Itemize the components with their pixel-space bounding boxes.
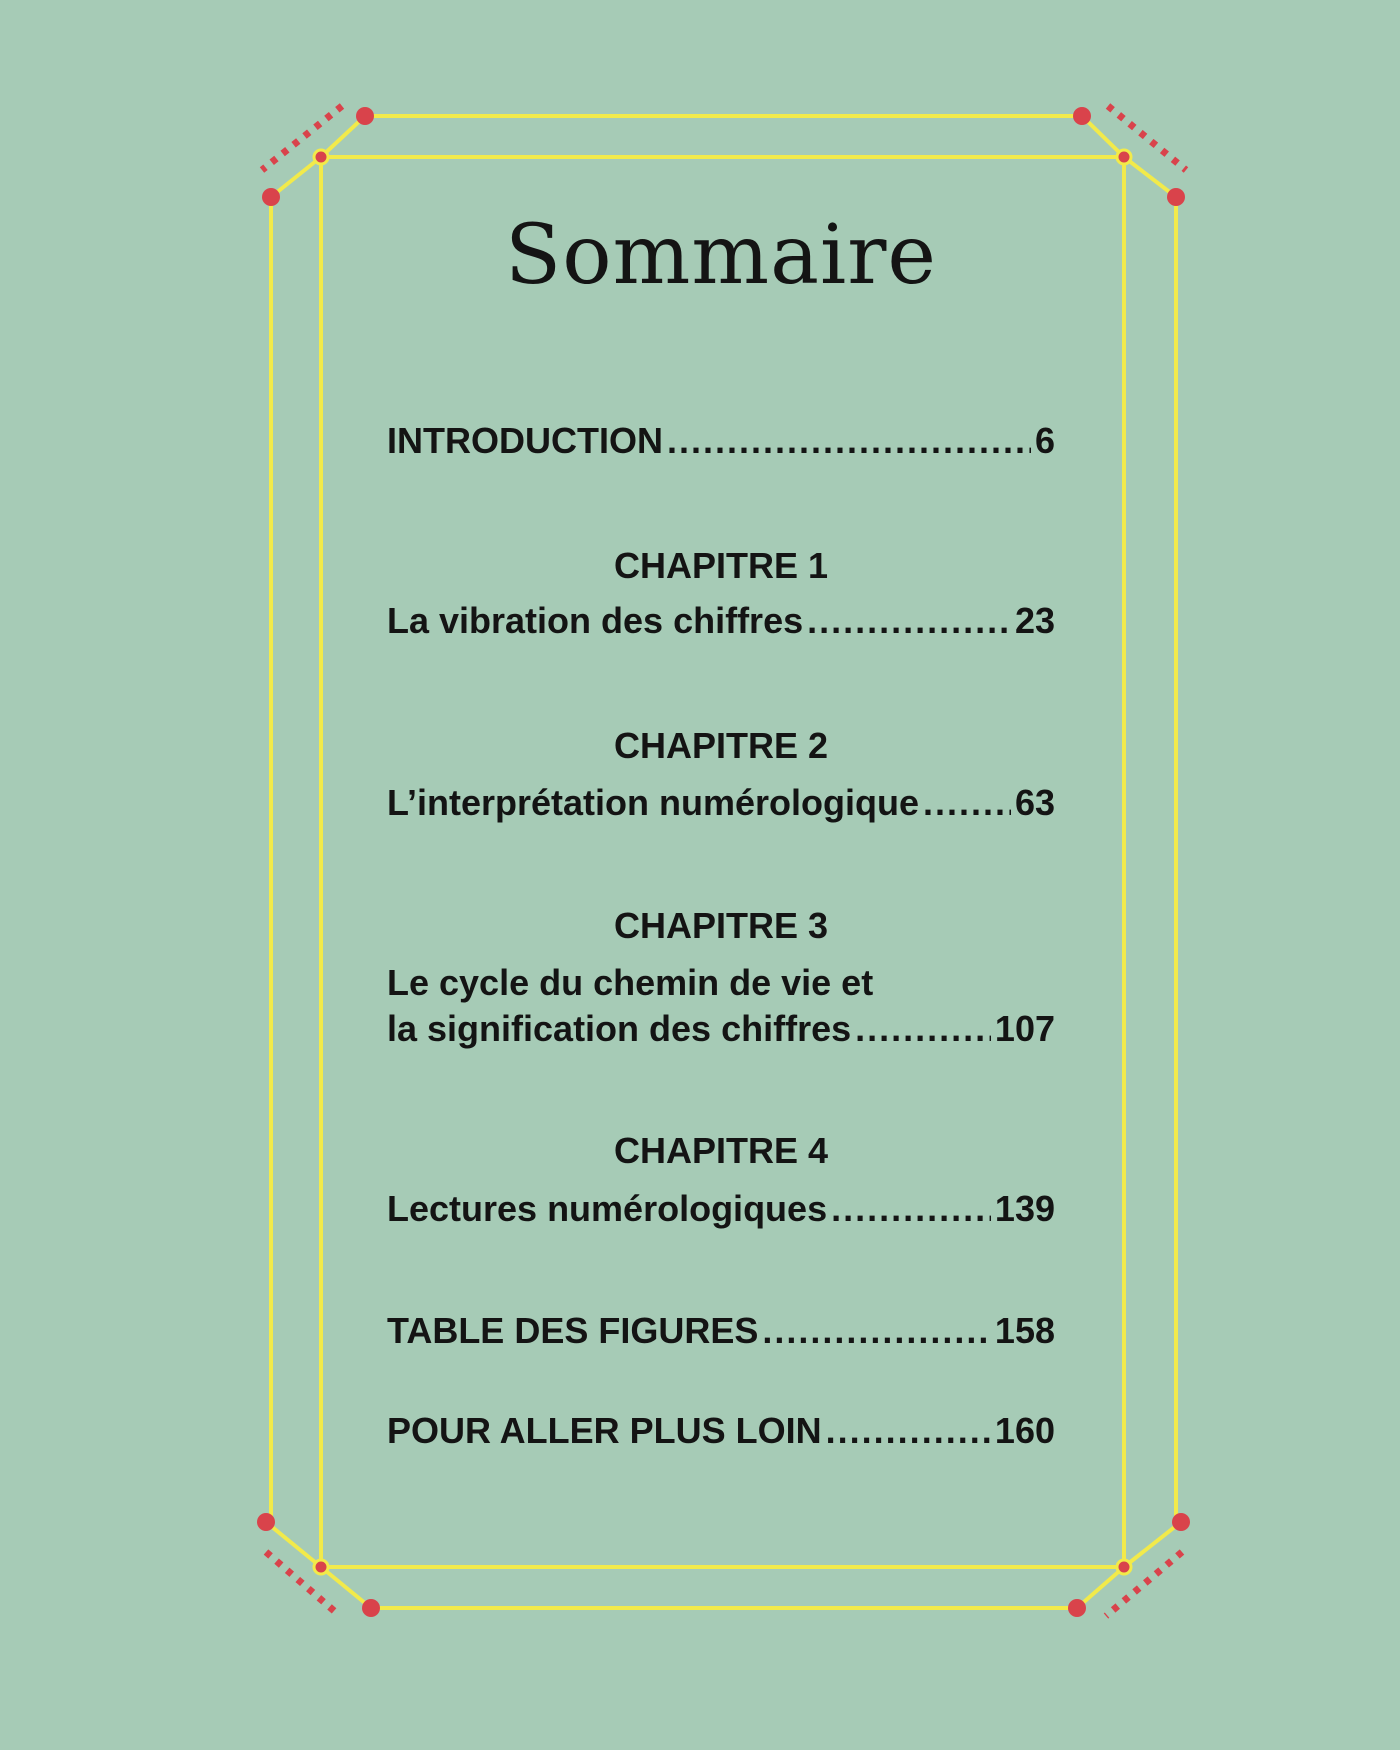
toc-entry-label: TABLE DES FIGURES — [387, 1310, 759, 1351]
frame-dotted-accent — [1106, 1552, 1182, 1616]
toc-entry-page: 160 — [994, 1410, 1055, 1451]
frame-corner-line — [321, 1567, 371, 1608]
frame-inner-corner-dot — [1117, 1560, 1131, 1574]
toc-entry-label: La vibration des chiffres — [387, 600, 804, 641]
frame-inner-corner-dot — [314, 1560, 328, 1574]
dot-leader — [762, 1310, 991, 1352]
toc-entry-label: L’interprétation numérologique — [387, 782, 920, 823]
frame-dotted-accent — [266, 1552, 340, 1616]
frame-corner-dot — [262, 188, 280, 206]
toc-entry-page: 6 — [1034, 420, 1055, 461]
frame-inner-corner-dot — [1117, 150, 1131, 164]
dot-leader — [807, 600, 1011, 642]
frame-corner-line — [1124, 1522, 1181, 1567]
toc-entry-chapter-3[interactable] — [387, 1008, 1055, 1050]
toc-entry-label: INTRODUCTION — [387, 420, 663, 461]
toc-entry-label: POUR ALLER PLUS LOIN — [387, 1410, 822, 1451]
toc-entry-page: 139 — [994, 1188, 1055, 1229]
dot-leader — [923, 782, 1011, 824]
toc-entry-chapter-1[interactable] — [387, 600, 1055, 642]
frame-corner-dot — [356, 107, 374, 125]
dot-leader — [855, 1008, 991, 1050]
frame-corner-line — [321, 116, 365, 157]
frame-corner-dot — [257, 1513, 275, 1531]
toc-entry-chapter-2[interactable] — [387, 782, 1055, 824]
toc-entry-page: 23 — [1014, 600, 1055, 641]
toc-entry-page: 63 — [1014, 782, 1055, 823]
frame-corner-dot — [362, 1599, 380, 1617]
toc-entry-chapter-4[interactable] — [387, 1188, 1055, 1230]
frame-corner-dot — [1068, 1599, 1086, 1617]
chapter-4-heading: CHAPITRE 4 — [613, 1130, 829, 1171]
toc-entry-further-reading[interactable] — [387, 1410, 1055, 1452]
toc-entry-chapter-3-line1[interactable]: Le cycle du chemin de vie et — [387, 962, 874, 1003]
chapter-1-heading: CHAPITRE 1 — [613, 545, 829, 586]
frame-corner-line — [266, 1522, 321, 1567]
toc-entry-label: Lectures numérologiques — [387, 1188, 828, 1229]
toc-entry-figures[interactable] — [387, 1310, 1055, 1352]
chapter-3-heading: CHAPITRE 3 — [613, 905, 829, 946]
chapter-2-heading: CHAPITRE 2 — [613, 725, 829, 766]
frame-corner-line — [1124, 157, 1176, 197]
frame-inner-corner-dot — [314, 150, 328, 164]
frame-corner-line — [271, 157, 321, 197]
dot-leader — [667, 420, 1031, 462]
toc-entry-page: 158 — [994, 1310, 1055, 1351]
toc-entry-page: 107 — [994, 1008, 1055, 1049]
frame-dotted-accent — [262, 106, 342, 170]
frame-corner-dot — [1073, 107, 1091, 125]
toc-entry-introduction[interactable] — [387, 420, 1055, 462]
frame-corner-dot — [1167, 188, 1185, 206]
dot-leader — [831, 1188, 991, 1230]
dot-leader — [826, 1410, 991, 1452]
toc-entry-label: la signification des chiffres — [387, 1008, 852, 1049]
frame-corner-line — [1077, 1567, 1124, 1608]
table-of-contents — [387, 0, 1055, 1750]
page-title: Sommaire — [505, 208, 937, 303]
frame-corner-dot — [1172, 1513, 1190, 1531]
